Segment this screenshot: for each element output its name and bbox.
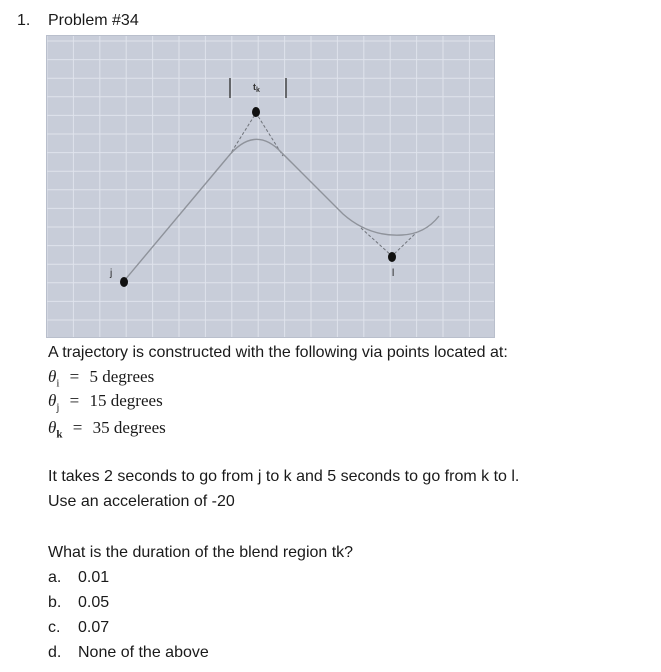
question-text: What is the duration of the blend region tk?	[48, 544, 354, 561]
via-point-k	[252, 107, 260, 117]
via-point-i: $\theta_i = 5$ degrees	[48, 367, 155, 390]
l-label: l	[392, 268, 395, 279]
option-b[interactable]: b. 0.05	[48, 594, 110, 611]
theta-symbol: θ	[48, 367, 57, 386]
problem-number: 1.	[17, 12, 31, 29]
acceleration-text: Use an acceleration of -20	[48, 493, 235, 510]
timing-text: It takes 2 seconds to go from j to k and 5 seconds to go from k to l.	[48, 468, 520, 485]
figure-grid	[47, 36, 495, 338]
via-point-j	[120, 277, 128, 287]
trajectory-diagram	[47, 36, 495, 338]
tl-dashed-corner	[361, 228, 417, 256]
tk-label: $t_k$	[253, 82, 260, 94]
theta-symbol: θ	[48, 391, 57, 410]
option-c[interactable]: c. 0.07	[48, 619, 110, 636]
via-point-j-eq: $\theta_j = 15$ degrees	[48, 391, 163, 414]
trajectory-figure	[46, 35, 495, 338]
via-value: 15 degrees	[89, 391, 163, 410]
theta-symbol: θ	[48, 418, 57, 437]
j-label: j	[110, 268, 113, 279]
intro-text: A trajectory is constructed with the following via points located at:	[48, 344, 508, 361]
via-point-k-eq: $\theta_k = 35$ degrees	[48, 418, 166, 441]
problem-title: Problem #34	[48, 12, 139, 29]
via-point-l	[388, 252, 396, 262]
option-a[interactable]: a. 0.01	[48, 569, 110, 586]
option-d[interactable]: d. None of the above	[48, 644, 209, 661]
via-value: 35 degrees	[92, 418, 166, 437]
via-value: 5 degrees	[89, 367, 155, 386]
